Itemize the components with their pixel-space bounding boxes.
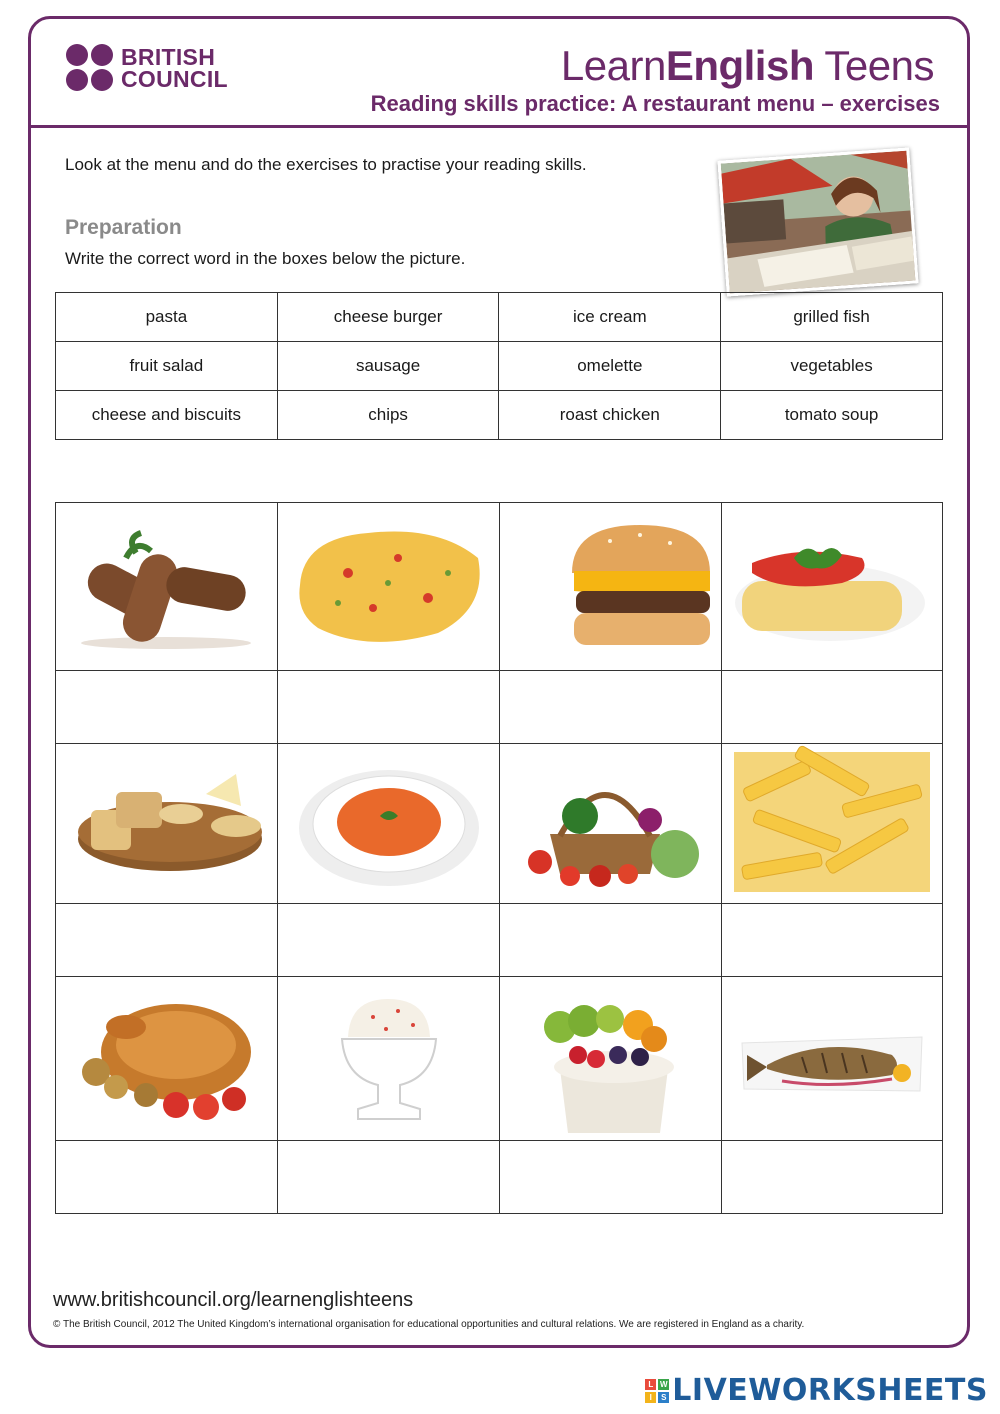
- bc-logo-line2: COUNCIL: [121, 65, 228, 92]
- sausages-picture: [56, 503, 278, 670]
- pasta-picture: [722, 503, 944, 670]
- answer-box[interactable]: [56, 671, 278, 743]
- omelette-picture: [278, 503, 500, 670]
- chips-picture: [722, 744, 944, 903]
- header-divider: [28, 125, 970, 128]
- grilled-fish-picture: [722, 977, 944, 1140]
- word-cell: vegetables: [721, 342, 943, 391]
- le-logo-learn: Learn: [560, 42, 666, 89]
- answer-box[interactable]: [722, 671, 944, 743]
- girl-reading-menu-photo: [717, 147, 918, 296]
- footer-url: www.britishcouncil.org/learnenglishteens: [53, 1289, 414, 1311]
- roast-chicken-picture: [56, 977, 278, 1140]
- preparation-instruction: Write the correct word in the boxes below the picture.: [65, 249, 466, 268]
- fruit-salad-picture: [500, 977, 722, 1140]
- word-cell: tomato soup: [721, 391, 943, 440]
- bc-logo-line1: BRITISH: [121, 43, 216, 70]
- british-council-logo: [66, 44, 228, 91]
- answer-box[interactable]: [56, 1141, 278, 1213]
- word-cell: roast chicken: [499, 391, 721, 440]
- british-council-dots-icon: [66, 44, 113, 91]
- answer-box[interactable]: [722, 1141, 944, 1213]
- footer-copyright: © The British Council, 2012 The United Kingdom’s international organisation for educational opportunities and cultural relations. We are registered in England as a charity.: [53, 1319, 805, 1330]
- word-cell: chips: [277, 391, 499, 440]
- liveworksheets-text: LIVEWORKSHEETS: [672, 1373, 988, 1408]
- word-cell: sausage: [277, 342, 499, 391]
- word-cell: fruit salad: [56, 342, 278, 391]
- liveworksheets-mark-icon: L W I S: [645, 1379, 669, 1403]
- word-cell: cheese burger: [277, 293, 499, 342]
- cheese-and-biscuits-picture: [56, 744, 278, 903]
- word-cell: omelette: [499, 342, 721, 391]
- intro-text: Look at the menu and do the exercises to practise your reading skills.: [65, 155, 587, 174]
- word-cell: pasta: [56, 293, 278, 342]
- page-title: Reading skills practice: A restaurant menu – exercises: [370, 91, 940, 116]
- preparation-heading: Preparation: [65, 216, 182, 239]
- picture-grid: [55, 502, 943, 1214]
- liveworksheets-logo: [645, 1373, 988, 1408]
- tomato-soup-picture: [278, 744, 500, 903]
- cheese-burger-picture: [500, 503, 722, 670]
- ice-cream-picture: [278, 977, 500, 1140]
- word-table: [55, 292, 943, 440]
- answer-box[interactable]: [500, 1141, 722, 1213]
- answer-box[interactable]: [500, 904, 722, 976]
- answer-box[interactable]: [278, 904, 500, 976]
- vegetables-picture: [500, 744, 722, 903]
- answer-box[interactable]: [722, 904, 944, 976]
- word-cell: cheese and biscuits: [56, 391, 278, 440]
- word-cell: grilled fish: [721, 293, 943, 342]
- learnenglish-teens-logo: [561, 42, 934, 90]
- answer-box[interactable]: [278, 1141, 500, 1213]
- answer-box[interactable]: [56, 904, 278, 976]
- answer-box[interactable]: [500, 671, 722, 743]
- answer-box[interactable]: [278, 671, 500, 743]
- le-logo-teens: Teens: [814, 42, 934, 89]
- le-logo-english: English: [665, 42, 814, 89]
- word-cell: ice cream: [499, 293, 721, 342]
